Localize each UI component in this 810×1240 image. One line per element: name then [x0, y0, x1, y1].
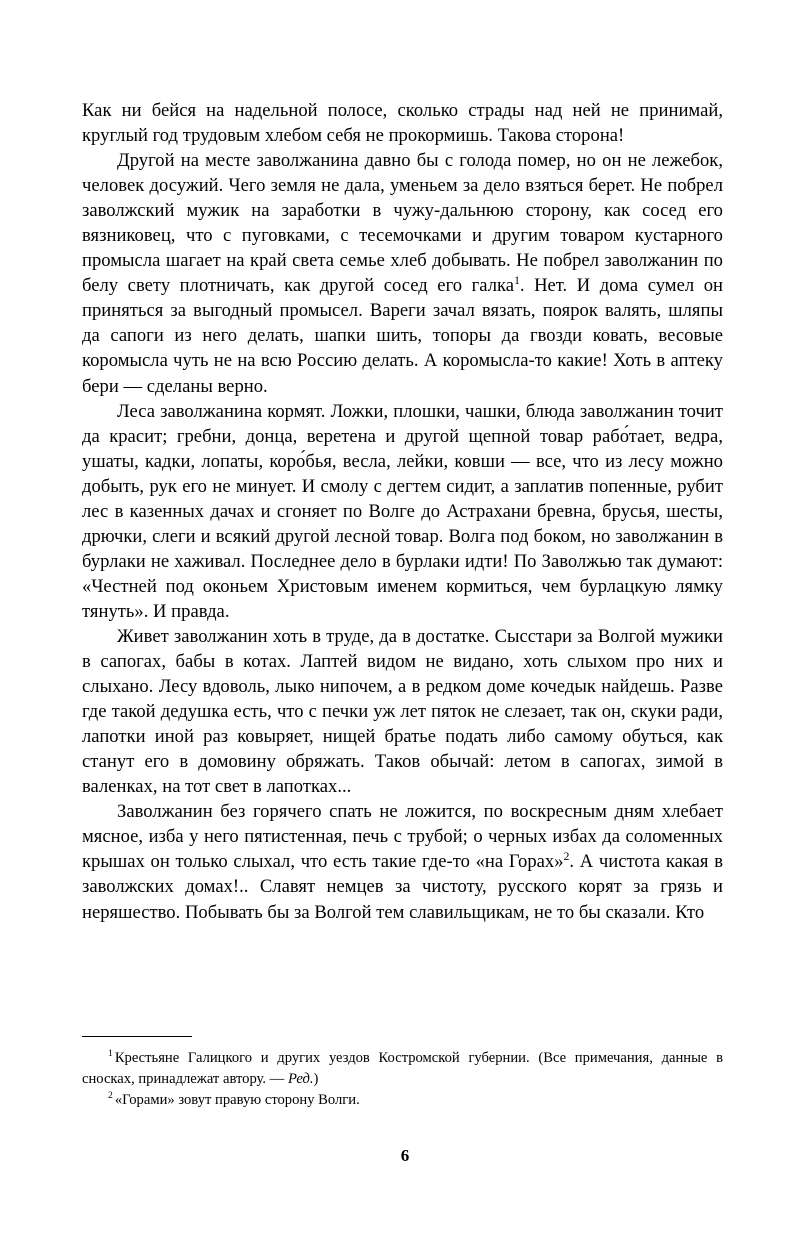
- paragraph-5-text: Заволжанин без горячего спать не ложится, по воскресным дням хлебает мясное, изба у него пятистенная, печь с трубой; о черных избах да соломенных крышах он только слыхал, что есть такие где-то «на Горах»: [82, 801, 723, 873]
- footnotes-section: [82, 1036, 723, 1111]
- footnote-ref-2[interactable]: 2: [563, 851, 570, 864]
- footnote-ref-1[interactable]: 1: [514, 275, 520, 288]
- footnote-1-text-end: ): [313, 1071, 319, 1088]
- body-text-block: [82, 98, 723, 925]
- paragraph-1: Как ни бейся на надельной полосе, сколько страды над ней не принимай, круглый год трудовым хлебом себя не прокормишь. Такова сторона!: [82, 100, 723, 147]
- footnote-2: [82, 1090, 723, 1111]
- paragraph-4: Живет заволжанин хоть в труде, да в достатке. Сысстари за Волгой мужики в сапогах, бабы в котах. Лаптей видом не видано, хоть слыхом про них и слыхано. Лесу вдоволь, лыко нипочем, а в редком доме кочедык найдешь. Разве где такой дедушка есть, что с печки уж лет пяток не слезает, так он, скуки ради, лапотки иной раз ковыряет, нищей братье подать либо самому обуться, как станут его в домовину обряжать. Таков обычай: летом в сапогах, зимой в валенках, на тот свет в лапотках...: [82, 625, 723, 798]
- paragraph-2-tail: . Нет. И дома сумел он приняться за выгодный промысел. Вареги зачал вязать, поярок валять, шляпы да сапоги из него делать, шапки шить, топоры да гвозди ковать, весовые коромысла чуть не на всю Россию делать. А коромысла-то какие! Хоть в аптеку бери — сделаны верно.: [82, 275, 724, 397]
- paragraph-5: [82, 799, 723, 924]
- page-number: 6: [400, 1146, 410, 1165]
- paragraph-5-tail: . А чистота какая в заволжских домах!.. Славят немцев за чистоту, русского корят за грязь и неряшество. Побывать бы за Волгой тем славильщикам, не то бы сказали. Кто: [82, 851, 723, 923]
- paragraph-2-text: Другой на месте заволжанина давно бы с голода помер, но он не лежебок, человек досужий. Чего земля не дала, уменьем за дело взяться берет. Не побрел заволжский мужик на заработки в чужу-дальнюю сторону, как сосед его вязниковец, что с пуговками, с тесемочками и другим товаром кустарного промысла шагает на край света семье хлеб добывать. Не побрел заволжанин по белу свету плотничать, как другой сосед его галка: [82, 150, 723, 297]
- footnote-separator-rule: [82, 1036, 192, 1037]
- paragraph-3: Леса заволжанина кормят. Ложки, плошки, чашки, блюда заволжанин точит да красит; гребни, донца, веретена и другой щепной товар рабо́тает, ведра, ушаты, кадки, лопаты, коро́бья, весла, лейки, ковши — все, что из лесу можно добыть, рук его не минует. И смолу с дегтем сидит, а заплатив попенные, рубит лес в казенных дачах и сгоняет по Волге до Астрахани бревна, брусья, шесты, дрючки, слеги и всякий другой лесной товар. Волга под боком, но заволжанин в бурлаки не хаживал. Последнее дело в бурлаки идти! По Заволжью так думают: «Честней под оконьем Христовым именем кормиться, чем бурлацкую лямку тянуть». И правда.: [82, 400, 723, 622]
- footnote-1-editor-label: Ред.: [287, 1071, 314, 1088]
- footnote-2-text: «Горами» зовут правую сторону Волги.: [114, 1092, 360, 1109]
- footnote-1: [82, 1048, 723, 1090]
- paragraph-2: [82, 148, 723, 398]
- footnote-1-marker: 1: [108, 1048, 113, 1060]
- footnote-1-text: Крестьяне Галицкого и других уездов Костромской губернии. (Все примечания, данные в сносках, принадлежат автору. —: [82, 1050, 723, 1088]
- footnote-2-marker: 2: [108, 1090, 113, 1102]
